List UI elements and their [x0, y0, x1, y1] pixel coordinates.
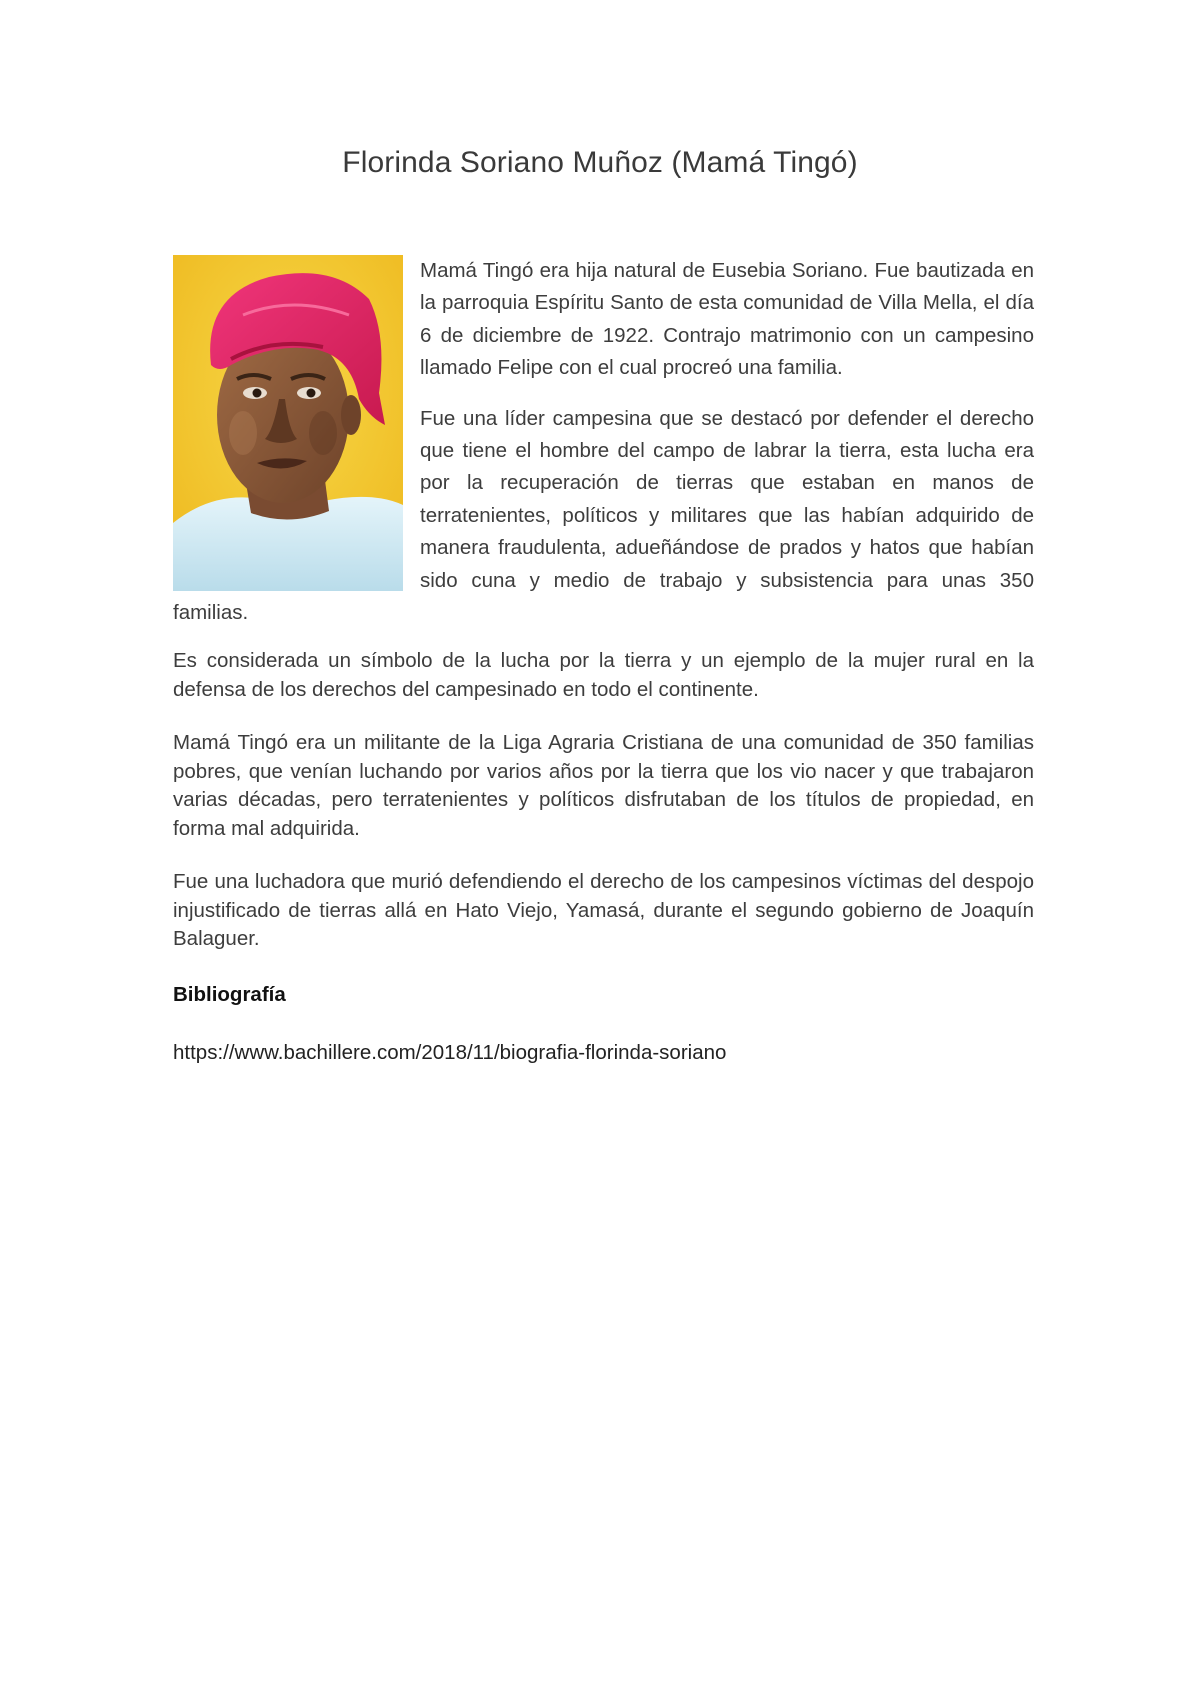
paragraph-3: Es considerada un símbolo de la lucha por la tierra y un ejemplo de la mujer rural en la defensa de los derechos del campesinado en todo el continente. [173, 649, 1034, 701]
paragraph-5: Fue una luchadora que murió defendiendo el derecho de los campesinos víctimas del despojo injustificado de tierras allá en Hato Viejo, Yamasá, durante el segundo gobierno de Joaquín Balaguer. [173, 870, 1034, 951]
paragraph-1: Mamá Tingó era hija natural de Eusebia Soriano. Fue bautizada en la parroquia Espíritu Santo de esta comunidad de Villa Mella, el día 6 de diciembre de 1922. Contrajo matrimonio con un campesino llamado Felipe con el cual procreó una familia. [420, 259, 1034, 380]
document-body [173, 255, 1034, 1088]
bibliography-entry [173, 1037, 1034, 1069]
page-title: Florinda Soriano Muñoz (Mamá Tingó) [342, 146, 858, 179]
bibliography-heading: Bibliografía [173, 982, 286, 1006]
portrait-image [173, 255, 403, 591]
paragraph-4: Mamá Tingó era un militante de la Liga Agraria Cristiana de una comunidad de 350 familias pobres, que venían luchando por varios años por la tierra que los vio nacer y que trabajaron varias décadas, pero terratenientes y políticos disfrutaban de los títulos de propiedad, en forma mal adquirida. [173, 731, 1034, 840]
paragraph-2: Fue una líder campesina que se destacó por defender el derecho que tiene el hombre del campo de labrar la tierra, esta lucha era por la recuperación de tierras que estaban en manos de terratenientes, políticos y militares que las habían adquirido de manera fraudulenta, adueñándose de prados y hatos que habían sido cuna y medio de trabajo y subsistencia para unas 350 familias. [173, 406, 1034, 625]
bibliography-link[interactable]: https://www.bachillere.com/2018/11/biografia-florinda-soriano [173, 1041, 727, 1065]
